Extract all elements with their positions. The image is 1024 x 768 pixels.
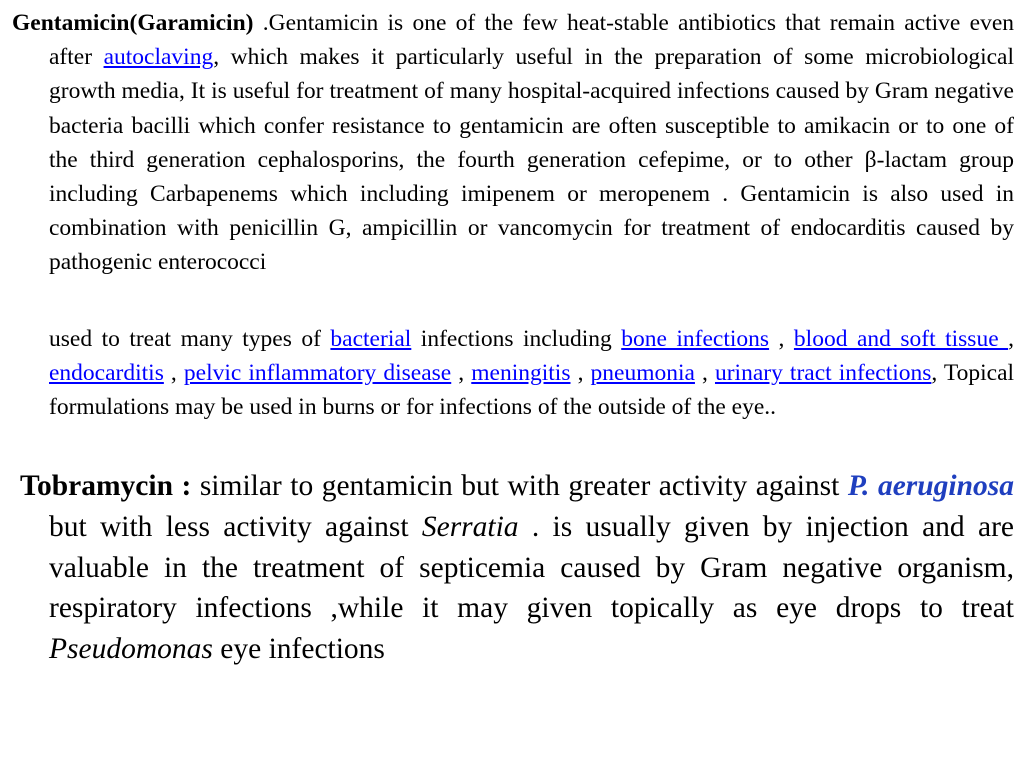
- tobramycin-text-3: . is usually given by injection and are valuable in the treatment of septicemia caused by Gram negative organism, respiratory infections ,while it may given topically as eye drops to treat: [49, 510, 1014, 625]
- link-bone-infections[interactable]: bone infections: [621, 326, 770, 352]
- uses-text-5: ,: [163, 360, 184, 386]
- uses-text-2: infections including: [411, 326, 622, 352]
- uses-text-6: ,: [451, 360, 472, 386]
- tobramycin-text-1: similar to gentamicin but with greater activity against: [199, 470, 848, 502]
- link-bacterial[interactable]: bacterial: [330, 326, 412, 352]
- tobramycin-heading: Tobramycin :: [20, 470, 200, 502]
- uses-text-9: , Topical formulations may be used in burns or for infections of the outside of the eye..: [49, 360, 1015, 420]
- gentamicin-uses-paragraph: [49, 322, 1014, 424]
- organism-pseudomonas: Pseudomonas: [49, 633, 213, 666]
- tobramycin-paragraph: [20, 466, 1014, 670]
- link-blood-soft-tissue[interactable]: blood and soft tissue: [793, 326, 1009, 352]
- uses-text-7: ,: [570, 360, 591, 386]
- gentamicin-text-1: .Gentamicin is one of the few heat-stable antibiotics that remain active even after: [49, 10, 1014, 71]
- gentamicin-text-2: , which makes it particularly useful in the preparation of some microbiological growth media, It is useful for treatment of many hospital-acquired infections caused by Gram negative bacteria bacilli which confer resistance to gentamicin are often susceptible to amikacin or to one of the third generation cephalosporins, the fourth generation cefepime, or to other β-lactam group including Carbapenems which including imipenem or meropenem . Gentamicin is also used in combination with penicillin G, ampicillin or vancomycin for treatment of endocarditis caused by pathogenic enterococci: [49, 44, 1014, 276]
- tobramycin-text-4: eye infections: [212, 633, 385, 666]
- link-autoclaving[interactable]: autoclaving: [103, 44, 214, 71]
- gentamicin-paragraph: [12, 6, 1014, 280]
- tobramycin-text-2: but with less activity against: [49, 510, 422, 543]
- uses-text-4: ,: [1008, 326, 1014, 352]
- uses-text-3: ,: [769, 326, 794, 352]
- link-urinary-tract-infections[interactable]: urinary tract infections: [714, 360, 932, 386]
- uses-text-1: used to treat many types of: [49, 326, 331, 352]
- link-endocarditis[interactable]: endocarditis: [49, 360, 164, 386]
- link-pneumonia[interactable]: pneumonia: [590, 360, 695, 386]
- link-pelvic-inflammatory-disease[interactable]: pelvic inflammatory disease: [183, 360, 452, 386]
- uses-text-8: ,: [694, 360, 715, 386]
- organism-p-aeruginosa: P. aeruginosa: [847, 470, 1015, 502]
- organism-serratia: Serratia: [421, 510, 519, 543]
- link-meningitis[interactable]: meningitis: [471, 360, 571, 386]
- gentamicin-heading: Gentamicin(Garamicin): [12, 10, 254, 36]
